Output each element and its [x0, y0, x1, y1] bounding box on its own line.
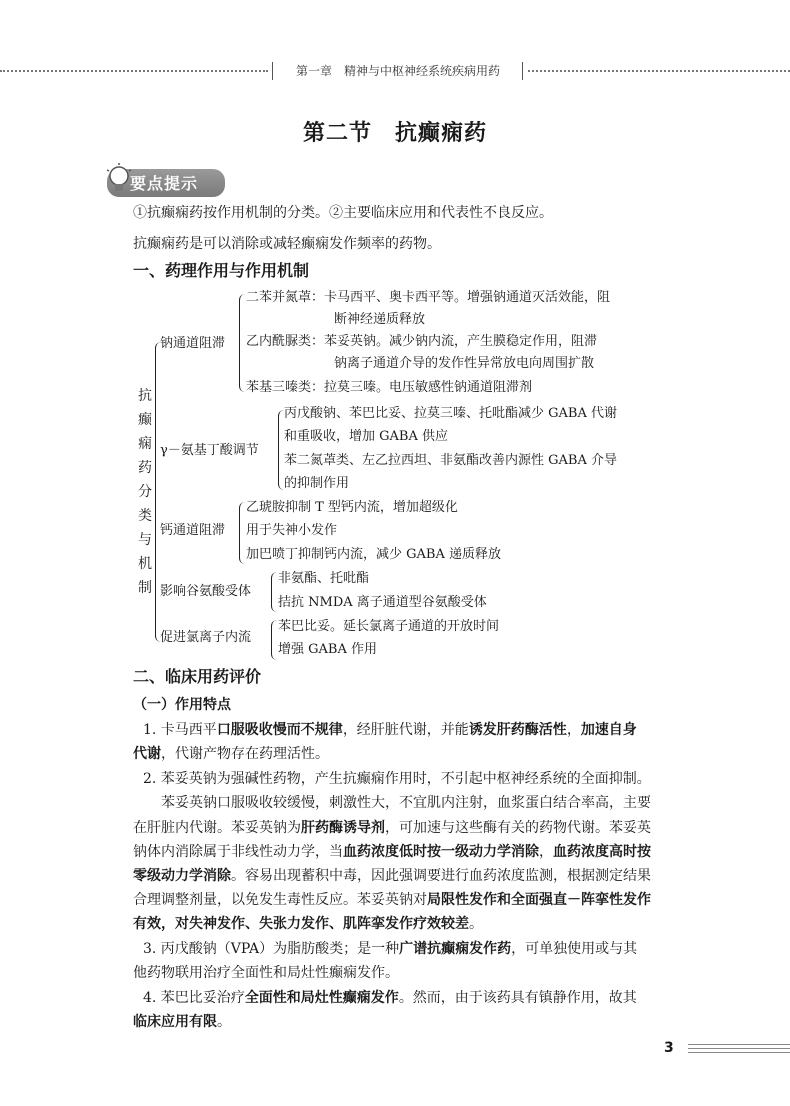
- group-label-glutamate: 影响谷氨酸受体: [160, 584, 252, 599]
- paragraph-line: 合理调整剂量，以免发生毒性反应。苯妥英钠对局限性发作和全面强直－阵挛性发作: [133, 892, 651, 908]
- paragraph-line: 在肝脏内代谢。苯妥英钠为肝药酶诱导剂，可加速与这些酶有关的药物代谢。苯妥英: [133, 820, 651, 836]
- paragraph-line: 代谢，代谢产物存在药理活性。: [133, 746, 329, 762]
- paragraph-line: 苯妥英钠口服吸收较缓慢，刺激性大，不宜肌内注射，血浆蛋白结合率高，主要: [161, 795, 651, 811]
- tree-line: 二苯并氮䓬：卡马西平、奥卡西平等。增强钠通道灭活效能，阻: [246, 290, 611, 305]
- section-title: 第二节 抗癫痫药: [302, 121, 487, 146]
- group-label-chloride: 促进氯离子内流: [160, 630, 252, 645]
- tree-line: 拮抗 NMDA 离子通道型谷氨酸受体: [278, 595, 487, 610]
- tree-root-char: 类: [138, 508, 152, 524]
- key-points-text: ①抗癫痫药按作用机制的分类。②主要临床应用和代表性不良反应。: [133, 205, 553, 221]
- tree-line: 的抑制作用: [284, 476, 350, 491]
- tree-line: 乙琥胺抑制 T 型钙内流，增加超级化: [246, 500, 458, 515]
- tree-root-char: 机: [138, 556, 152, 572]
- paragraph-line: 3. 丙戊酸钠（VPA）为脂肪酸类；是一种广谱抗癫痫发作药，可单独使用或与其: [143, 941, 638, 957]
- part1-heading: 一、药理作用与作用机制: [133, 261, 310, 280]
- part2-heading: 二、临床用药评价: [133, 667, 262, 686]
- group-label-sodium: 钠通道阻滞: [160, 336, 226, 351]
- tree-line: 丙戊酸钠、苯巴比妥、拉莫三嗪、托吡酯减少 GABA 代谢: [284, 406, 617, 421]
- part2-subheading: （一）作用特点: [133, 697, 231, 713]
- header-divider-right: [522, 62, 523, 80]
- group-label-gaba: γ－氨基丁酸调节: [160, 443, 259, 458]
- tree-root-char: 药: [138, 460, 152, 476]
- page-number: 3: [664, 1040, 674, 1056]
- paragraph-line: 4. 苯巴比妥治疗全面性和局灶性癫痫发作。然而，由于该药具有镇静作用，故其: [143, 990, 637, 1006]
- tree-line: 用于失神小发作: [246, 523, 338, 538]
- tree-root-char: 分: [138, 484, 152, 500]
- tree-line: 苯巴比妥。延长氯离子通道的开放时间: [278, 619, 500, 634]
- key-points-label: 要点提示: [130, 174, 199, 193]
- tree-line: 钠离子通道介导的发作性异常放电向周围扩散: [334, 356, 595, 371]
- tree-line: 苯二氮䓬类、左乙拉西坦、非氨酯改善内源性 GABA 介导: [284, 453, 617, 468]
- paragraph-line: 钠体内消除属于非线性动力学，当血药浓度低时按一级动力学消除，血药浓度高时按: [133, 844, 651, 860]
- tree-root-char: 癫: [138, 412, 152, 428]
- tree-line: 苯基三嗪类：拉莫三嗪。电压敏感性钠通道阻滞剂: [246, 380, 533, 395]
- tree-root-char: 抗: [138, 388, 152, 404]
- tree-root-char: 痫: [138, 436, 152, 452]
- paragraph-line: 他药物联用治疗全面性和局灶性癫痫发作。: [133, 965, 399, 981]
- header-divider-left: [272, 62, 273, 80]
- tree-root-char: 与: [138, 532, 152, 548]
- paragraph-line: 2. 苯妥英钠为强碱性药物，产生抗癫痫作用时，不引起中枢神经系统的全面抑制。: [143, 771, 651, 787]
- footer-rule: [688, 1044, 790, 1045]
- tree-line: 加巴喷丁抑制钙内流，减少 GABA 递质释放: [246, 547, 501, 562]
- group-label-calcium: 钙通道阻滞: [160, 523, 226, 538]
- running-title: 第一章 精神与中枢神经系统疾病用药: [295, 64, 500, 78]
- footer-rule: [688, 1048, 790, 1049]
- footer-rule: [688, 1052, 790, 1053]
- intro-text: 抗癫痫药是可以消除或减轻癫痫发作频率的药物。: [133, 236, 441, 252]
- header-dotted-rule-right: [528, 70, 790, 72]
- paragraph-line: 有效，对失神发作、失张力发作、肌阵挛发作疗效较差。: [133, 916, 483, 932]
- tree-line: 乙内酰脲类：苯妥英钠。减少钠内流，产生膜稳定作用，阻滞: [246, 334, 598, 349]
- tree-line: 和重吸收，增加 GABA 供应: [284, 429, 448, 444]
- tree-root-char: 制: [138, 580, 152, 596]
- paragraph-line: 零级动力学消除。容易出现蓄积中毒，因此强调要进行血药浓度监测，根据测定结果: [133, 868, 651, 884]
- tree-line: 增强 GABA 作用: [278, 642, 377, 657]
- header-dotted-rule-left: [0, 70, 268, 72]
- paragraph-line: 1. 卡马西平口服吸收慢而不规律，经肝脏代谢，并能诱发肝药酶活性，加速自身: [143, 722, 637, 738]
- tree-line: 非氨酯、托吡酯: [278, 571, 370, 586]
- paragraph-line: 临床应用有限。: [133, 1014, 231, 1030]
- tree-line: 断神经递质释放: [334, 312, 426, 327]
